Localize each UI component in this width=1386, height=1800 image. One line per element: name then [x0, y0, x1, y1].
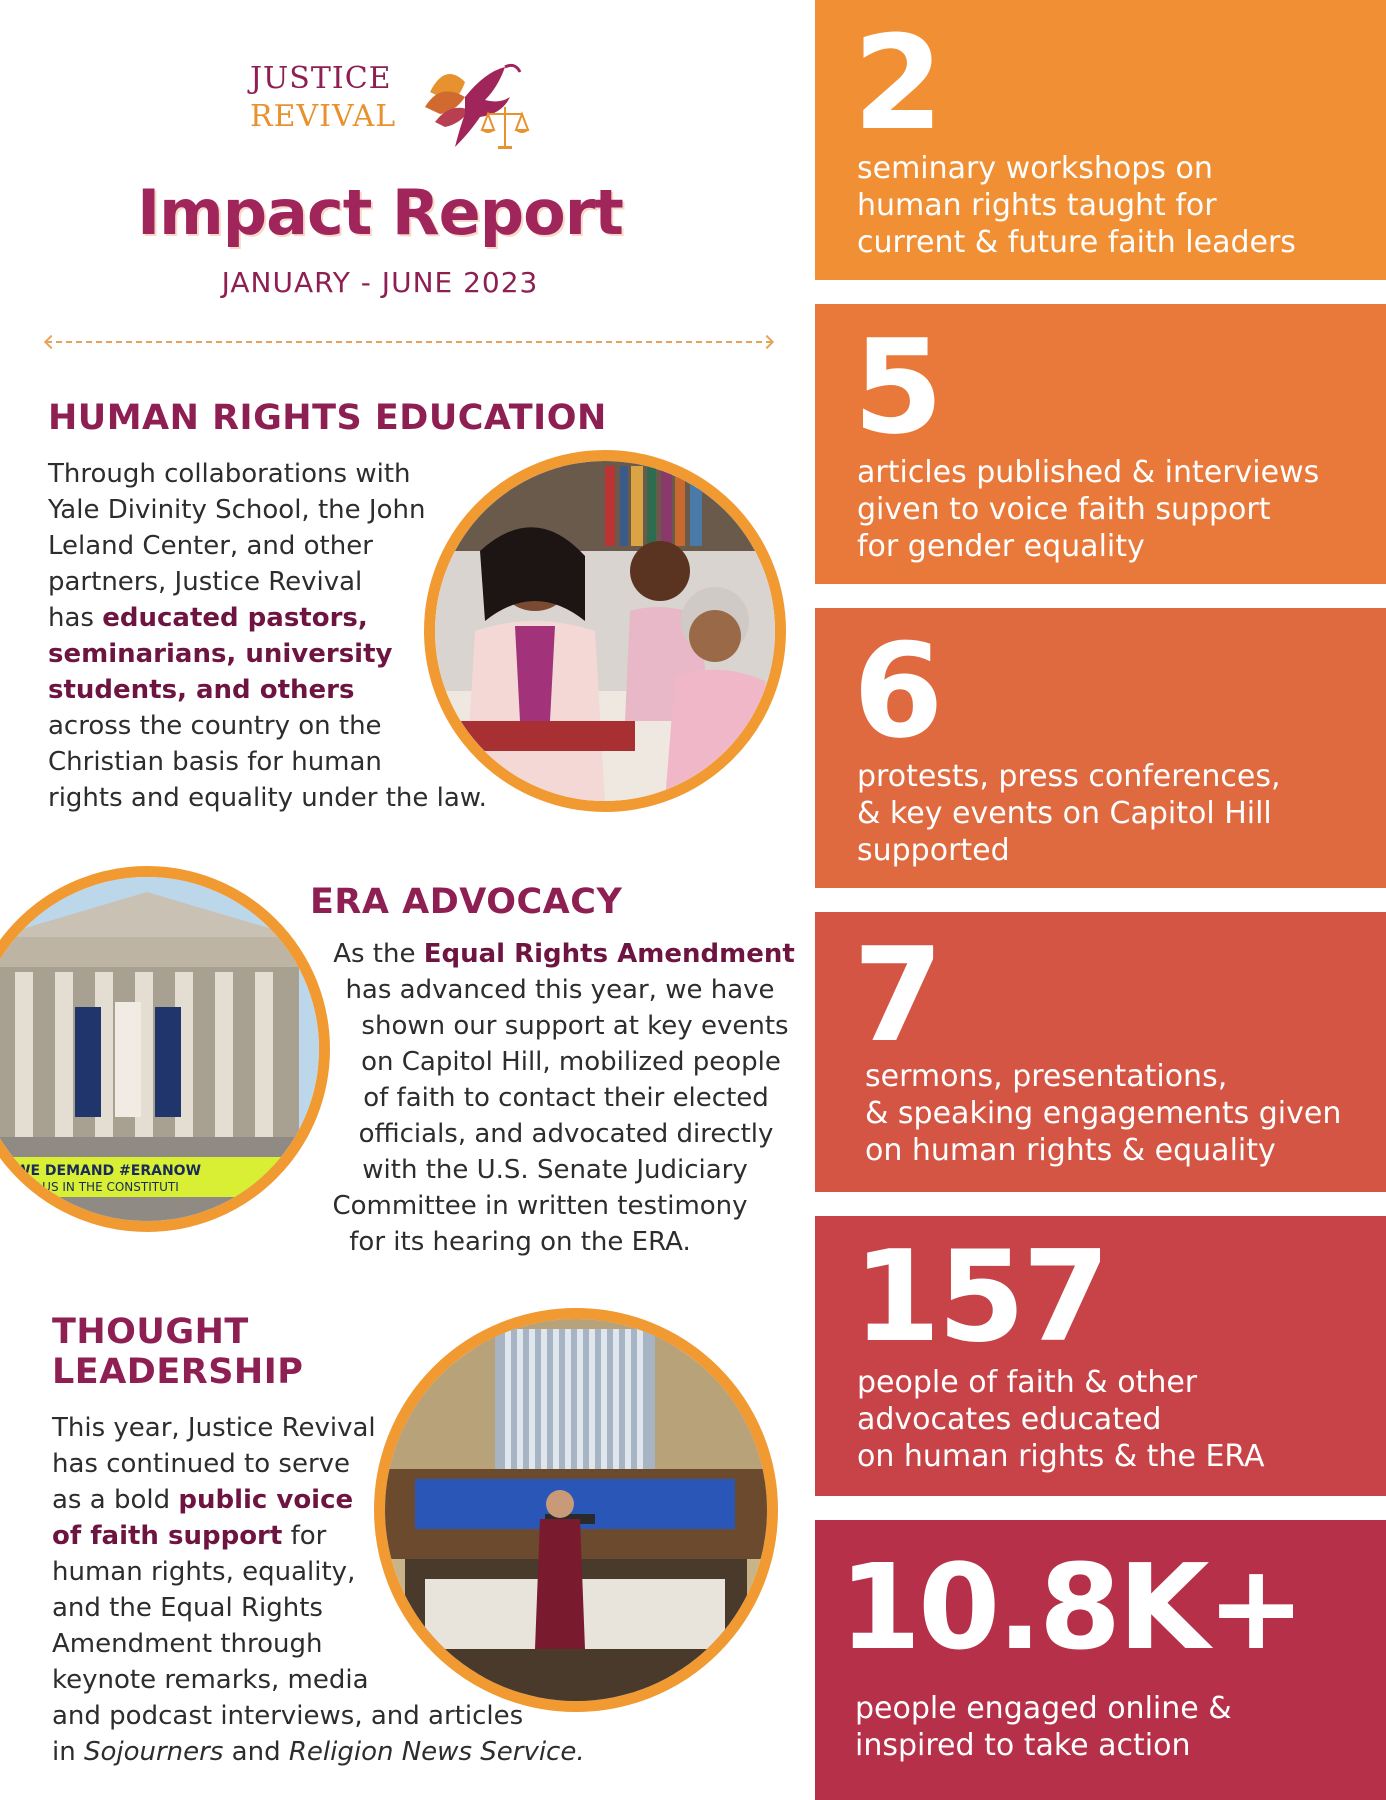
- stat-number: 5: [853, 311, 941, 463]
- stat-description: [857, 454, 1319, 565]
- text-line: [52, 1734, 585, 1770]
- desc-line: advocates educated: [857, 1402, 1162, 1437]
- desc-line: articles published & interviews: [857, 455, 1320, 490]
- dove-scales-icon: [410, 52, 540, 162]
- stat-card: [815, 608, 1386, 888]
- stat-description: [857, 1364, 1265, 1475]
- desc-line: people engaged online &: [855, 1691, 1232, 1726]
- stat-description: [865, 1058, 1341, 1169]
- stat-number: 2: [853, 7, 941, 159]
- education-heading: HUMAN RIGHTS EDUCATION: [48, 398, 607, 438]
- text-line: keynote remarks, media: [52, 1665, 369, 1695]
- thought-heading: [52, 1312, 303, 1392]
- text-line: Committee in written testimony: [332, 1191, 748, 1221]
- desc-line: people of faith & other: [857, 1365, 1198, 1400]
- publication-name: Sojourners: [83, 1737, 224, 1767]
- desc-line: sermons, presentations,: [865, 1059, 1228, 1094]
- text-line: shown our support at key events: [361, 1011, 789, 1041]
- text-line: has advanced this year, we have: [345, 975, 775, 1005]
- publication-name: Religion News Service.: [288, 1737, 585, 1767]
- era-body: [280, 936, 800, 1260]
- desc-line: seminary workshops on: [857, 151, 1213, 186]
- date-range: JANUARY - JUNE 2023: [221, 266, 539, 299]
- desc-line: current & future faith leaders: [857, 225, 1296, 260]
- page-title: Impact Report: [137, 176, 623, 249]
- text-line: and podcast interviews, and articles: [52, 1701, 524, 1731]
- text-line: Leland Center, and other: [48, 531, 373, 561]
- emphasis-text: of faith support: [52, 1521, 283, 1551]
- emphasis-text: seminarians, university: [48, 639, 393, 669]
- desc-line: protests, press conferences,: [857, 759, 1281, 794]
- education-photo: [424, 450, 786, 812]
- text-line: human rights, equality,: [52, 1557, 356, 1587]
- text-line: for its hearing on the ERA.: [349, 1227, 691, 1257]
- text-line: across the country on the: [48, 711, 382, 741]
- heading-line: LEADERSHIP: [52, 1352, 304, 1392]
- text-line: partners, Justice Revival: [48, 567, 363, 597]
- text-line: on Capitol Hill, mobilized people: [361, 1047, 781, 1077]
- text-line: Amendment through: [52, 1629, 323, 1659]
- desc-line: human rights taught for: [857, 188, 1217, 223]
- stat-card: [815, 0, 1386, 280]
- desc-line: given to voice faith support: [857, 492, 1271, 527]
- emphasis-text: Equal Rights Amendment: [423, 939, 795, 969]
- text-line: has continued to serve: [52, 1449, 351, 1479]
- stat-number: 7: [853, 919, 941, 1071]
- text-run: and: [223, 1737, 289, 1767]
- text-line: [280, 936, 800, 972]
- text-run: for: [282, 1521, 327, 1551]
- logo-wordmark: [250, 60, 396, 136]
- emphasis-text: students, and others: [48, 675, 355, 705]
- stat-description: [855, 1690, 1232, 1764]
- banner-text: WE DEMAND #ERANOW: [15, 1163, 202, 1179]
- logo-line-1: JUSTICE: [250, 61, 392, 96]
- text-run: in: [52, 1737, 84, 1767]
- text-line: and the Equal Rights: [52, 1593, 323, 1623]
- stat-number: 10.8K+: [839, 1538, 1303, 1676]
- emphasis-text: educated pastors,: [102, 603, 368, 633]
- desc-line: on human rights & the ERA: [857, 1439, 1265, 1474]
- text-run: has: [48, 603, 103, 633]
- text-line: with the U.S. Senate Judiciary: [362, 1155, 748, 1185]
- banner-text: PUT US IN THE CONSTITUTI: [15, 1180, 179, 1194]
- era-heading: ERA ADVOCACY: [310, 882, 623, 922]
- text-line: Through collaborations with: [48, 459, 411, 489]
- logo-line-2: REVIVAL: [250, 99, 397, 134]
- text-line: Yale Divinity School, the John: [48, 495, 426, 525]
- stat-card: [815, 1520, 1386, 1800]
- text-line: rights and equality under the law.: [48, 783, 487, 813]
- text-run: As the: [333, 939, 424, 969]
- emphasis-text: public voice: [178, 1485, 354, 1515]
- text-line: of faith to contact their elected: [363, 1083, 769, 1113]
- stat-card: [815, 1216, 1386, 1496]
- desc-line: & speaking engagements given: [865, 1096, 1342, 1131]
- section-divider: [46, 341, 772, 343]
- text-run: as a bold: [52, 1485, 179, 1515]
- text-line: officials, and advocated directly: [358, 1119, 774, 1149]
- stat-number: 157: [853, 1223, 1108, 1370]
- stat-number: 6: [853, 615, 941, 767]
- stat-card: [815, 304, 1386, 584]
- thought-photo: [374, 1308, 778, 1712]
- stat-description: [857, 758, 1281, 869]
- desc-line: inspired to take action: [855, 1728, 1191, 1763]
- stat-description: [857, 150, 1296, 261]
- heading-line: THOUGHT: [52, 1312, 249, 1352]
- stat-card: [815, 912, 1386, 1192]
- desc-line: on human rights & equality: [865, 1133, 1276, 1168]
- text-line: This year, Justice Revival: [52, 1413, 376, 1443]
- desc-line: & key events on Capitol Hill: [857, 796, 1272, 831]
- desc-line: supported: [857, 833, 1010, 868]
- desc-line: for gender equality: [857, 529, 1145, 564]
- logo: [250, 52, 550, 162]
- text-line: Christian basis for human: [48, 747, 382, 777]
